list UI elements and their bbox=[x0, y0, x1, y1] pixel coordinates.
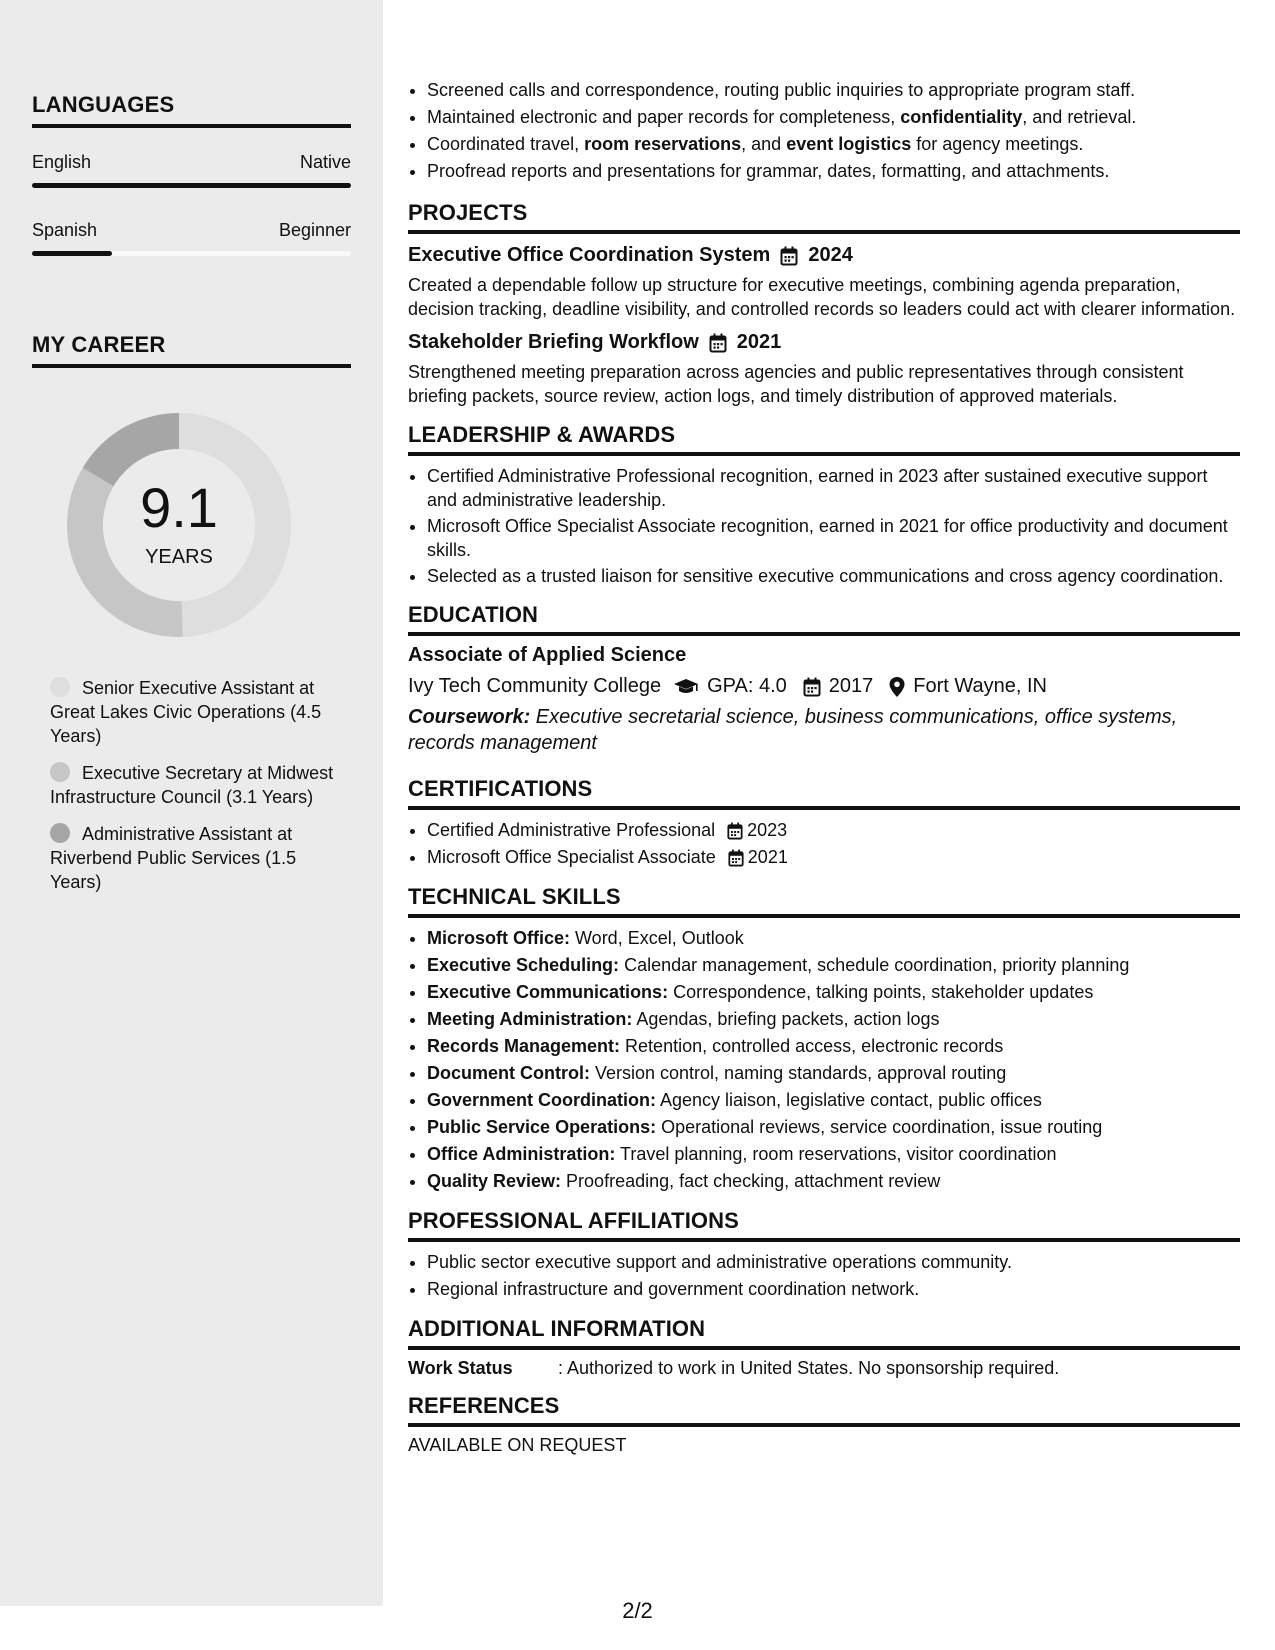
section-title: CERTIFICATIONS bbox=[408, 776, 1240, 810]
degree-title: Associate of Applied Science bbox=[408, 644, 687, 666]
location-pin-icon bbox=[889, 677, 905, 697]
affiliations-section bbox=[408, 1208, 1240, 1302]
work-status-label: Work Status bbox=[408, 1358, 513, 1378]
language-level: Native bbox=[299, 152, 351, 172]
language-level-fill bbox=[32, 183, 351, 188]
section-title: LEADERSHIP & AWARDS bbox=[408, 422, 1240, 456]
school-name: Ivy Tech Community College bbox=[408, 675, 662, 697]
section-title: TECHNICAL SKILLS bbox=[408, 884, 1240, 918]
school-location: Fort Wayne, IN bbox=[913, 675, 1047, 697]
projects-section bbox=[408, 200, 1240, 408]
experience-bullet: • Proofread reports and presentations for grammar, dates, formatting, and attachments. bbox=[427, 159, 1240, 184]
languages-section bbox=[32, 92, 351, 256]
career-color-dot bbox=[50, 823, 70, 843]
skill-item bbox=[427, 1034, 1240, 1059]
skill-values: Retention, controlled access, electronic records bbox=[620, 1036, 1004, 1056]
calendar-icon bbox=[728, 849, 744, 867]
project-year: 2021 bbox=[736, 331, 782, 353]
references-text: AVAILABLE ON REQUEST bbox=[408, 1435, 627, 1455]
skill-values: Version control, naming standards, approval routing bbox=[589, 1063, 1007, 1083]
skill-item bbox=[427, 1007, 1240, 1032]
project-description: Strengthened meeting preparation across agencies and public representatives through consistent briefing packets, source review, action logs, and timely distribution of approved materials. bbox=[408, 362, 1184, 406]
coursework bbox=[408, 704, 1240, 756]
language-level-bar bbox=[32, 183, 351, 188]
skill-category: Meeting Administration: bbox=[427, 1009, 633, 1029]
section-title: REFERENCES bbox=[408, 1393, 1240, 1427]
education-details bbox=[408, 675, 1240, 698]
career-item-text: Administrative Assistant at Riverbend Public Services (1.5 Years) bbox=[50, 824, 297, 892]
skill-category: Document Control: bbox=[427, 1063, 590, 1083]
sidebar bbox=[0, 0, 383, 1606]
language-level: Beginner bbox=[278, 220, 351, 240]
certification-name: • Certified Administrative Professional bbox=[427, 820, 716, 840]
project-year: 2024 bbox=[808, 244, 853, 266]
language-level-fill bbox=[32, 251, 112, 256]
skill-values: Proofreading, fact checking, attachment review bbox=[561, 1171, 941, 1191]
skill-values: Agency liaison, legislative contact, public offices bbox=[656, 1090, 1042, 1110]
experience-bullet: • Screened calls and correspondence, routing public inquiries to appropriate program staff. bbox=[427, 78, 1240, 103]
career-heading: MY CAREER bbox=[32, 332, 351, 368]
list-item: • Certified Administrative Professional recognition, earned in 2023 after sustained executive support and administrative leadership. bbox=[427, 464, 1240, 512]
section-title: PROJECTS bbox=[408, 200, 1240, 234]
career-color-dot bbox=[50, 762, 70, 782]
skill-item bbox=[427, 1142, 1240, 1167]
project-name: Stakeholder Briefing Workflow bbox=[408, 331, 699, 353]
graduation-year: 2017 bbox=[828, 675, 874, 697]
coursework-text: Executive secretarial science, business communications, office systems, records management bbox=[408, 706, 1178, 754]
skill-values: Calendar management, schedule coordination, priority planning bbox=[619, 955, 1130, 975]
certifications-section bbox=[408, 776, 1240, 870]
career-section bbox=[32, 332, 351, 368]
list-item: • Regional infrastructure and government coordination network. bbox=[427, 1277, 1240, 1302]
skill-item bbox=[427, 926, 1240, 951]
career-item bbox=[50, 761, 340, 809]
list-item: • Selected as a trusted liaison for sensitive executive communications and cross agency coordination. bbox=[427, 564, 1240, 588]
skill-category: Government Coordination: bbox=[427, 1090, 656, 1110]
additional-info-section bbox=[408, 1316, 1240, 1379]
skill-category: Microsoft Office: bbox=[427, 928, 571, 948]
certification-item bbox=[427, 845, 1240, 870]
skill-item bbox=[427, 1088, 1240, 1113]
language-level-bar bbox=[32, 251, 351, 256]
certification-year: 2021 bbox=[747, 847, 788, 867]
leadership-section bbox=[408, 422, 1240, 588]
skill-values: Correspondence, talking points, stakeholder updates bbox=[668, 982, 1094, 1002]
calendar-icon bbox=[709, 333, 727, 353]
skill-item bbox=[427, 1115, 1240, 1140]
experience-bullet: • Maintained electronic and paper records for completeness, confidentiality, and retrieval. bbox=[427, 105, 1240, 130]
career-item-text: Executive Secretary at Midwest Infrastructure Council (3.1 Years) bbox=[50, 763, 334, 807]
skill-item bbox=[427, 1169, 1240, 1194]
references-section bbox=[408, 1393, 1240, 1456]
main-content bbox=[408, 78, 1240, 1456]
certification-name: • Microsoft Office Specialist Associate bbox=[427, 847, 716, 867]
skill-category: Office Administration: bbox=[427, 1144, 616, 1164]
skills-section bbox=[408, 884, 1240, 1194]
skill-values: Word, Excel, Outlook bbox=[570, 928, 744, 948]
career-donut bbox=[34, 380, 324, 670]
skills-list bbox=[408, 926, 1240, 1194]
career-item-text: Senior Executive Assistant at Great Lakes Civic Operations (4.5 Years) bbox=[50, 678, 322, 746]
skill-item bbox=[427, 1061, 1240, 1086]
certification-year: 2023 bbox=[747, 820, 788, 840]
work-status-value: : Authorized to work in United States. No sponsorship required. bbox=[558, 1358, 1060, 1378]
language-spanish bbox=[32, 220, 351, 256]
skill-item bbox=[427, 980, 1240, 1005]
work-status-row bbox=[408, 1358, 1240, 1379]
graduation-cap-icon bbox=[673, 678, 699, 696]
leadership-list bbox=[408, 464, 1240, 588]
calendar-icon bbox=[780, 246, 798, 266]
skill-values: Operational reviews, service coordination, issue routing bbox=[656, 1117, 1103, 1137]
skill-category: Executive Scheduling: bbox=[427, 955, 620, 975]
list-item: • Microsoft Office Specialist Associate recognition, earned in 2021 for office productivity and document skills. bbox=[427, 514, 1240, 562]
language-name: English bbox=[32, 152, 92, 172]
career-item bbox=[50, 822, 340, 894]
certifications-list bbox=[408, 818, 1240, 870]
language-english bbox=[32, 152, 351, 188]
section-title: ADDITIONAL INFORMATION bbox=[408, 1316, 1240, 1350]
gpa: GPA: 4.0 bbox=[707, 675, 787, 697]
skill-values: Travel planning, room reservations, visitor coordination bbox=[615, 1144, 1057, 1164]
career-color-dot bbox=[50, 677, 70, 697]
skill-category: Executive Communications: bbox=[427, 982, 669, 1002]
coursework-label: Coursework: bbox=[408, 706, 531, 728]
certification-item bbox=[427, 818, 1240, 843]
project-item bbox=[408, 244, 1240, 321]
section-title: EDUCATION bbox=[408, 602, 1240, 636]
career-item bbox=[50, 676, 340, 748]
skill-category: Quality Review: bbox=[427, 1171, 562, 1191]
education-section bbox=[408, 602, 1240, 756]
experience-bullets bbox=[408, 78, 1240, 184]
skill-values: Agendas, briefing packets, action logs bbox=[632, 1009, 940, 1029]
skill-category: Public Service Operations: bbox=[427, 1117, 657, 1137]
experience-bullet: • Coordinated travel, room reservations, and event logistics for agency meetings. bbox=[427, 132, 1240, 157]
list-item: • Public sector executive support and administrative operations community. bbox=[427, 1250, 1240, 1275]
skill-category: Records Management: bbox=[427, 1036, 621, 1056]
career-list bbox=[50, 676, 340, 907]
calendar-icon bbox=[727, 822, 743, 840]
calendar-icon bbox=[803, 677, 821, 697]
project-description: Created a dependable follow up structure for executive meetings, combining agenda preparation, decision tracking, deadline visibility, and controlled records so leaders could act with clearer information. bbox=[408, 275, 1236, 319]
affiliations-list bbox=[408, 1250, 1240, 1302]
skill-item bbox=[427, 953, 1240, 978]
career-total-unit: YEARS bbox=[145, 546, 213, 568]
project-item bbox=[408, 331, 1240, 408]
languages-heading: LANGUAGES bbox=[32, 92, 351, 128]
section-title: PROFESSIONAL AFFILIATIONS bbox=[408, 1208, 1240, 1242]
page-number: 2/2 bbox=[622, 1598, 653, 1623]
language-name: Spanish bbox=[32, 220, 98, 240]
career-total-value: 9.1 bbox=[140, 476, 218, 539]
project-name: Executive Office Coordination System bbox=[408, 244, 771, 266]
